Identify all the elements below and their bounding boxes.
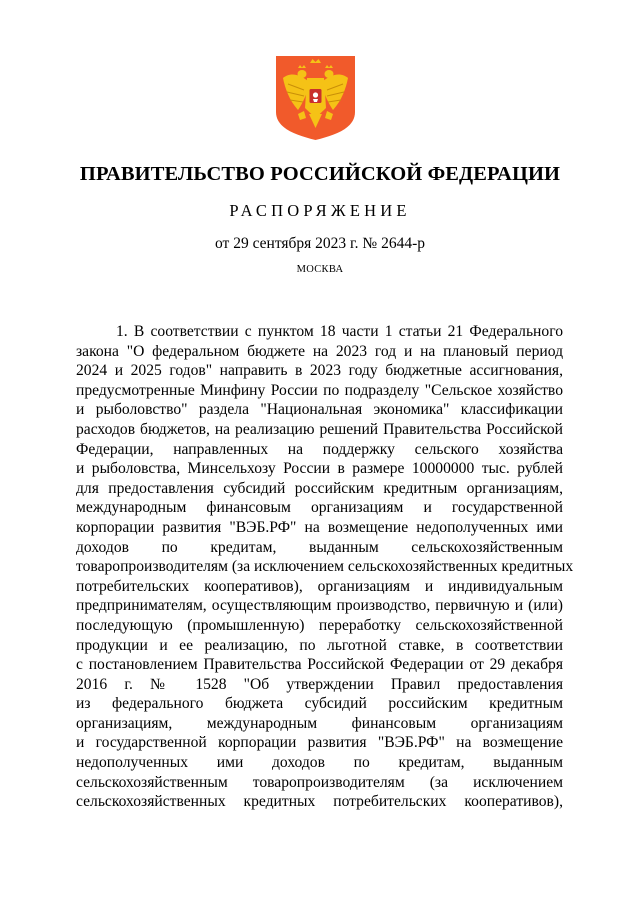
body-line: последующую (промышленную) переработку сельскохозяйственной — [76, 616, 563, 634]
body-line: с постановлением Правительства Российской Федерации от 29 декабря — [76, 656, 563, 674]
body-line: 1. В соответствии с пунктом 18 части 1 статьи 21 Федерального — [116, 323, 563, 340]
body-line: 2016 г. № 1528 "Об утверждении Правил предоставления — [76, 675, 563, 693]
document-body — [76, 322, 574, 812]
body-line: доходов по кредитам, выданным сельскохозяйственным — [76, 538, 563, 556]
body-line: сельскохозяйственных кредитных потребительских кооперативов), — [76, 793, 563, 811]
body-line: организациям, международным финансовым организациям — [76, 714, 563, 732]
document-city: МОСКВА — [296, 264, 344, 275]
body-line: закона "О федеральном бюджете на 2023 год и на плановый период — [76, 342, 563, 360]
body-line: предпринимателям, осуществляющим производство, первичную и (или) — [76, 597, 563, 615]
body-line: сельскохозяйственным товаропроизводителям (за исключением — [76, 773, 563, 791]
body-line: и рыболовства, Минсельхозу России в размере 10000000 тыс. рублей — [76, 460, 563, 478]
body-line: из федерального бюджета субсидий российским кредитным — [76, 695, 563, 713]
body-line: продукции и ее реализацию, по льготной ставке, в соответствии — [76, 636, 563, 654]
body-line: 2024 и 2025 годов" направить в 2023 году бюджетные ассигнования, — [76, 362, 563, 380]
body-line: для предоставления субсидий российским кредитным организациям, — [76, 479, 563, 497]
body-line: международным финансовым организациям и государственной — [76, 499, 563, 517]
body-line: расходов бюджетов, на реализацию решений Правительства Российской — [76, 420, 563, 438]
body-line: предусмотренные Минфину России по подразделу "Сельское хозяйство — [76, 381, 563, 399]
document-date-number: от 29 сентября 2023 г. № 2644-р — [215, 235, 425, 252]
body-line: и рыболовство" раздела "Национальная экономика" классификации — [76, 401, 563, 419]
body-line: Федерации, направленных на поддержку сельского хозяйства — [76, 440, 563, 458]
body-line: корпорации развития "ВЭБ.РФ" на возмещение недополученных ими — [76, 518, 563, 536]
body-line: товаропроизводителям (за исключением сельскохозяйственных кредитных — [76, 558, 574, 576]
body-line: и государственной корпорации развития "ВЭБ.РФ" на возмещение — [76, 734, 563, 752]
coat-of-arms-russia-icon — [276, 56, 355, 140]
document-type: РАСПОРЯЖЕНИЕ — [229, 201, 411, 220]
body-line: недополученных ими доходов по кредитам, выданным — [76, 754, 563, 772]
body-line: потребительских кооперативов), организациям и индивидуальным — [76, 577, 563, 595]
government-title: ПРАВИТЕЛЬСТВО РОССИЙСКОЙ ФЕДЕРАЦИИ — [79, 163, 561, 185]
